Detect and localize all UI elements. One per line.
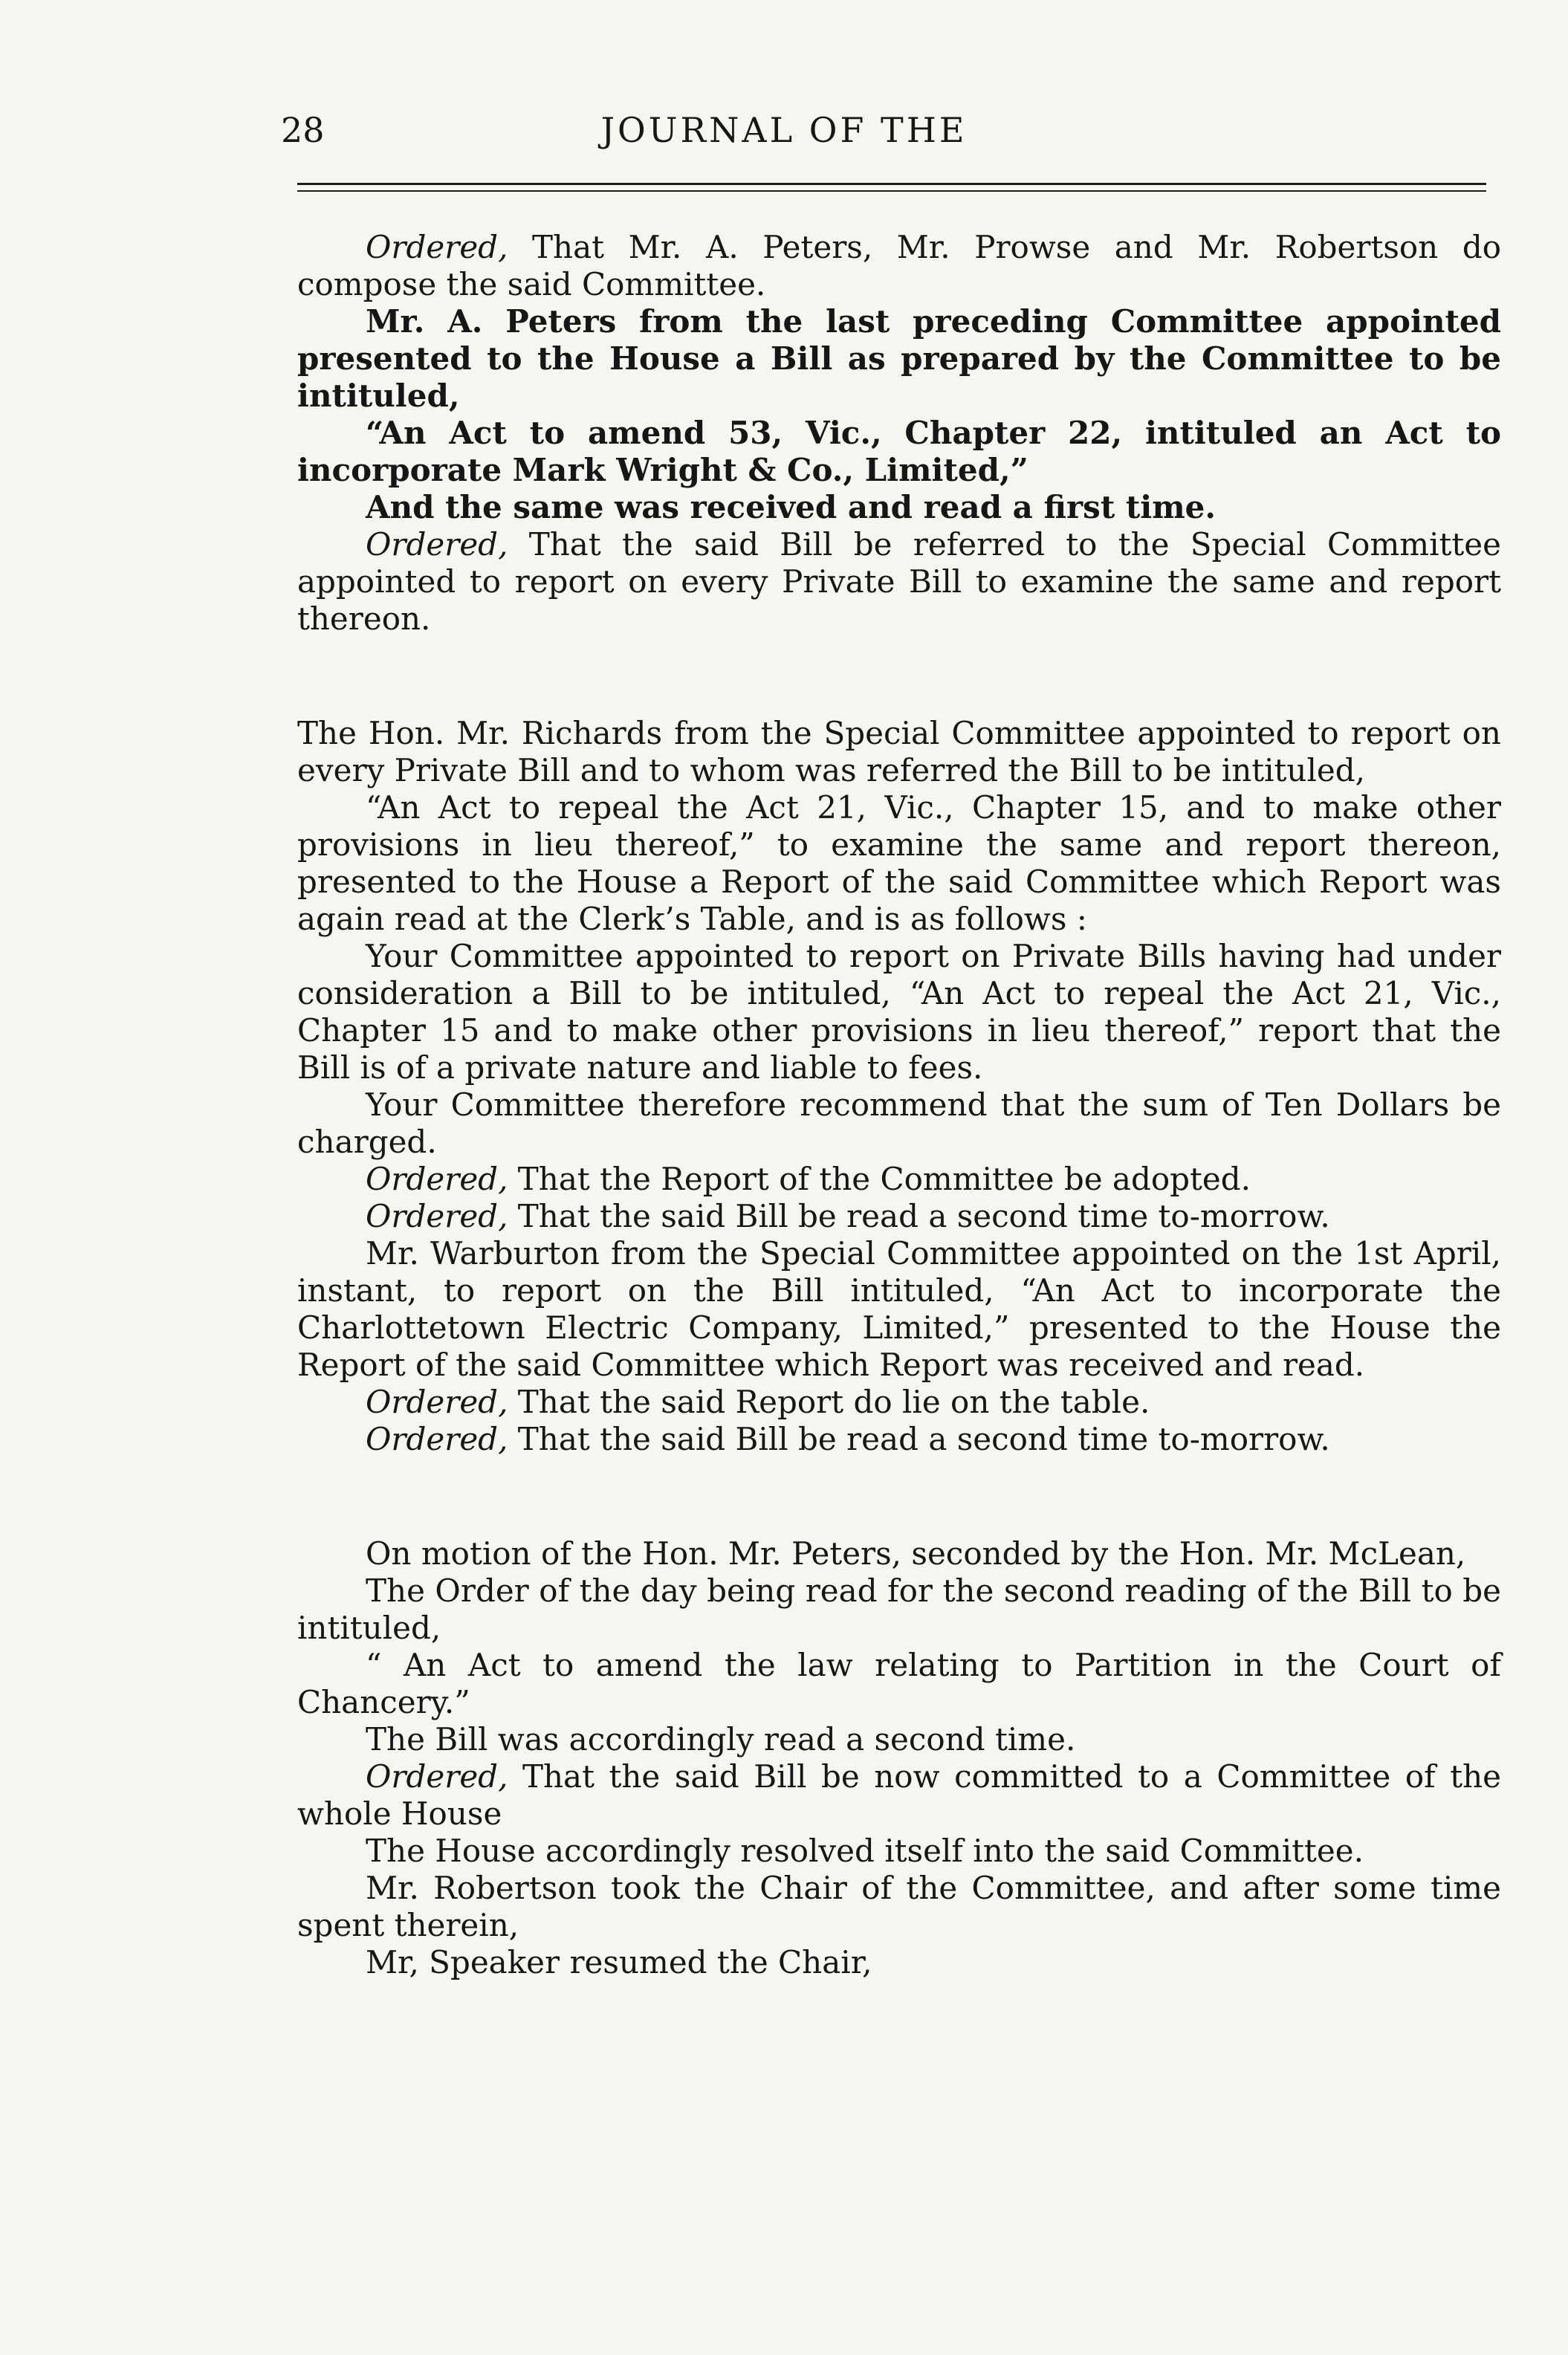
paragraph-report-lie-on-table: Ordered, That the said Report do lie on the table. [366, 1384, 1150, 1420]
paragraph-first-reading: And the same was received and read a first time. [366, 489, 1216, 525]
ordered-label: Ordered, [366, 1758, 508, 1795]
ordered-label: Ordered, [366, 1421, 508, 1457]
paragraph-read-second-time: The Bill was accordingly read a second time. [366, 1721, 1076, 1758]
ordered-label: Ordered, [366, 229, 508, 265]
paragraph-house-resolved: The House accordingly resolved itself into the said Committee. [366, 1833, 1364, 1869]
paragraph-speaker-resumed: Mr, Speaker resumed the Chair, [366, 1944, 872, 1980]
paragraph-second-reading-order: Ordered, That the said Bill be read a second time to-morrow. [366, 1198, 1330, 1234]
header-rule-top [297, 183, 1486, 185]
paragraph-committed-whole-house: Ordered, That the said Bill be now committed to a Committee of the whole House [297, 1758, 1501, 1832]
page-title: JOURNAL OF THE [600, 110, 968, 150]
ordered-label: Ordered, [366, 1198, 508, 1234]
paragraph-order-of-day: The Order of the day being read for the second reading of the Bill to be intituled, [297, 1572, 1501, 1646]
paragraph-fee-recommendation: Your Committee therefore recommend that the sum of Ten Dollars be charged. [297, 1086, 1501, 1160]
paragraph-partition-act-title: “ An Act to amend the law relating to Partition in the Court of Chancery.” [297, 1647, 1501, 1720]
section-gap [297, 1458, 1501, 1535]
page-number: 28 [281, 110, 325, 150]
paragraph-richards-report: The Hon. Mr. Richards from the Special Committee appointed to report on every Private Bill and to whom was referred the Bill to be intituled, [297, 715, 1501, 788]
paragraph-motion-peters: On motion of the Hon. Mr. Peters, seconded by the Hon. Mr. McLean, [366, 1535, 1466, 1572]
paragraph-committee-composition: Ordered, That Mr. A. Peters, Mr. Prowse and Mr. Robertson do compose the said Committee. [297, 229, 1501, 302]
ordered-label: Ordered, [366, 526, 508, 563]
header-rule-bottom [297, 190, 1486, 192]
paragraph-electric-bill-second-reading: Ordered, That the said Bill be read a second time to-morrow. [366, 1421, 1330, 1457]
paragraph-bill-presented: Mr. A. Peters from the last preceding Committee appointed presented to the House a Bill as prepared by the Committee to be intituled, [297, 303, 1501, 414]
paragraph-committee-report-text: Your Committee appointed to report on Private Bills having had under consideration a Bill to be intituled, “An Act to repeal the Act 21, Vic., Chapter 15 and to make other provisions in lieu thereof,” report that the Bill is of a private nature and liable to fees. [297, 938, 1501, 1086]
paragraph-referred-special-committee: Ordered, That the said Bill be referred to the Special Committee appointed to report on every Private Bill to examine the same and report thereon. [297, 526, 1501, 637]
journal-body [297, 229, 1501, 1981]
paragraph-bill-title-mark-wright: “An Act to amend 53, Vic., Chapter 22, intituled an Act to incorporate Mark Wright & Co., Limited,” [297, 415, 1501, 488]
paragraph-robertson-chair: Mr. Robertson took the Chair of the Committee, and after some time spent therein, [297, 1870, 1501, 1943]
ordered-label: Ordered, [366, 1384, 508, 1420]
ordered-label: Ordered, [366, 1161, 508, 1197]
paragraph-report-adopted: Ordered, That the Report of the Committee be adopted. [366, 1161, 1251, 1197]
section-gap [297, 638, 1501, 715]
paragraph-repeal-act-title: “An Act to repeal the Act 21, Vic., Chapter 15, and to make other provisions in lieu thereof,” to examine the same and report thereon, presented to the House a Report of the said Committee which Report was again read at the Clerk’s Table, and is as follows : [297, 789, 1501, 937]
paragraph-warburton-report: Mr. Warburton from the Special Committee appointed on the 1st April, instant, to report on the Bill intituled, “An Act to incorporate the Charlottetown Electric Company, Limited,” presented to the House the Report of the said Committee which Report was received and read. [297, 1235, 1501, 1383]
